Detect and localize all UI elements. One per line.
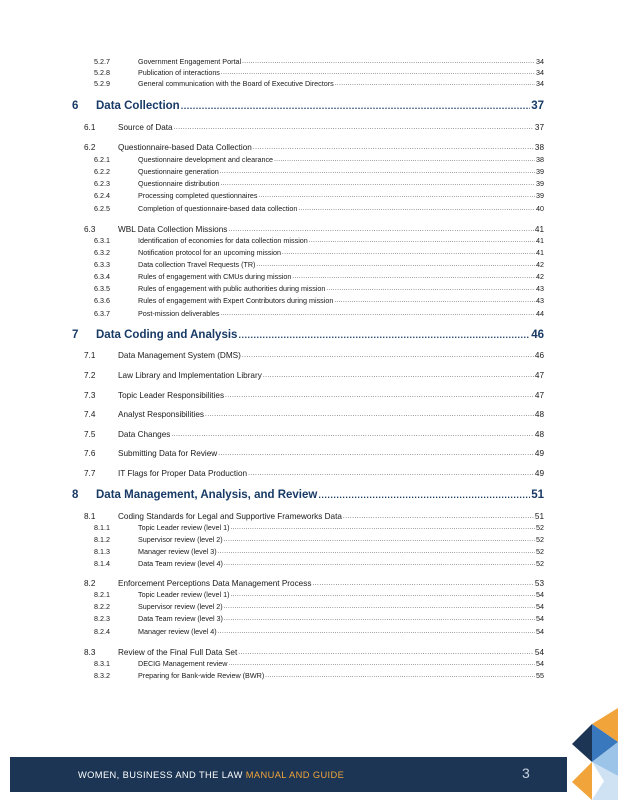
toc-entry-number: 6.2.1	[94, 155, 110, 164]
toc-dot-leader	[292, 272, 535, 282]
toc-entry-title: Questionnaire generation	[138, 167, 219, 176]
toc-entry-level-3[interactable]	[94, 296, 544, 306]
toc-entry-level-3[interactable]	[94, 248, 544, 258]
toc-entry-number: 7	[72, 329, 79, 341]
toc-entry-level-3[interactable]	[94, 523, 544, 533]
toc-dot-leader	[218, 448, 534, 460]
toc-dot-leader	[171, 429, 534, 441]
toc-entry-level-3[interactable]	[94, 179, 544, 189]
toc-entry-title: Enforcement Perceptions Data Management Process	[118, 579, 312, 588]
toc-entry-page: 51	[534, 512, 544, 521]
toc-entry-page: 47	[534, 371, 544, 380]
toc-dot-leader	[205, 409, 534, 421]
toc-dot-leader	[274, 155, 535, 165]
toc-entry-page: 49	[534, 449, 544, 458]
toc-entry-level-2[interactable]	[84, 647, 544, 659]
toc-entry-number: 8.2.3	[94, 614, 110, 623]
toc-entry-page: 37	[534, 123, 544, 132]
toc-entry-page: 34	[536, 79, 544, 88]
toc-entry-title: Law Library and Implementation Library	[118, 371, 262, 380]
toc-entry-page: 48	[534, 430, 544, 439]
toc-entry-page: 44	[536, 309, 544, 318]
toc-entry-number: 5.2.9	[94, 79, 110, 88]
toc-entry-level-2[interactable]	[84, 370, 544, 382]
toc-entry-level-2[interactable]	[84, 142, 544, 154]
toc-dot-leader	[224, 614, 535, 624]
toc-entry-number: 8.2.2	[94, 602, 110, 611]
toc-entry-page: 38	[534, 143, 544, 152]
toc-entry-level-2[interactable]	[84, 468, 544, 480]
toc-entry-level-3[interactable]	[94, 559, 544, 569]
toc-entry-page: 39	[536, 179, 544, 188]
toc-entry-title: Post-mission deliverables	[138, 309, 220, 318]
toc-entry-page: 39	[536, 191, 544, 200]
toc-dot-leader	[228, 659, 535, 669]
toc-entry-title: Supervisor review (level 2)	[138, 535, 223, 544]
toc-dot-leader	[220, 167, 535, 177]
toc-dot-leader	[238, 327, 530, 343]
toc-entry-number: 6.2.5	[94, 204, 110, 213]
toc-dot-leader	[174, 122, 534, 134]
corner-logo-graphic	[558, 706, 618, 800]
toc-dot-leader	[224, 535, 535, 545]
toc-entry-title: Analyst Responsibilities	[118, 410, 205, 419]
toc-entry-title: Identification of economies for data collection mission	[138, 236, 308, 245]
toc-entry-title: IT Flags for Proper Data Production	[118, 469, 248, 478]
toc-dot-leader	[181, 98, 530, 114]
toc-entry-page: 52	[536, 559, 544, 568]
toc-entry-number: 6.3	[84, 225, 96, 234]
toc-entry-level-3[interactable]	[94, 535, 544, 545]
toc-entry-level-3[interactable]	[94, 68, 544, 78]
toc-entry-title: Supervisor review (level 2)	[138, 602, 223, 611]
toc-entry-page: 54	[536, 602, 544, 611]
toc-dot-leader	[312, 578, 533, 590]
toc-entry-level-3[interactable]	[94, 191, 544, 201]
toc-entry-number: 6.2.3	[94, 179, 110, 188]
toc-entry-level-3[interactable]	[94, 284, 544, 294]
toc-entry-level-1[interactable]	[72, 327, 544, 343]
footer-title	[78, 770, 344, 780]
toc-entry-page: 52	[536, 523, 544, 532]
toc-entry-level-2[interactable]	[84, 429, 544, 441]
toc-entry-number: 8.2.1	[94, 590, 110, 599]
toc-entry-level-3[interactable]	[94, 614, 544, 624]
toc-entry-title: DECIG Management review	[138, 659, 228, 668]
toc-entry-title: Processing completed questionnaires	[138, 191, 258, 200]
toc-entry-level-3[interactable]	[94, 590, 544, 600]
toc-entry-title: Notification protocol for an upcoming mission	[138, 248, 282, 257]
toc-entry-level-2[interactable]	[84, 511, 544, 523]
footer-page-number: 3	[522, 765, 530, 781]
toc-entry-number: 6	[72, 100, 79, 112]
toc-entry-title: Data Team review (level 3)	[138, 614, 223, 623]
toc-entry-title: Submitting Data for Review	[118, 449, 218, 458]
toc-entry-title: Source of Data	[118, 123, 173, 132]
toc-dot-leader	[221, 179, 535, 189]
toc-entry-number: 8.1.3	[94, 547, 110, 556]
toc-entry-number: 6.2.2	[94, 167, 110, 176]
toc-entry-level-2[interactable]	[84, 350, 544, 362]
toc-entry-level-2[interactable]	[84, 122, 544, 134]
toc-entry-title: Government Engagement Portal	[138, 57, 242, 66]
toc-entry-number: 7.3	[84, 391, 96, 400]
toc-entry-title: Data Coding and Analysis	[96, 329, 238, 341]
toc-entry-title: Rules of engagement with Expert Contributors during mission	[138, 296, 334, 305]
toc-entry-title: Data Changes	[118, 430, 171, 439]
toc-dot-leader	[282, 248, 535, 258]
toc-entry-number: 6.3.1	[94, 236, 110, 245]
toc-dot-leader	[225, 390, 534, 402]
toc-dot-leader	[218, 627, 535, 637]
toc-entry-page: 46	[534, 351, 544, 360]
toc-entry-page: 37	[531, 100, 544, 112]
toc-entry-level-3[interactable]	[94, 627, 544, 637]
toc-dot-leader	[298, 204, 535, 214]
toc-entry-level-3[interactable]	[94, 659, 544, 669]
toc-entry-page: 43	[536, 284, 544, 293]
toc-entry-level-3[interactable]	[94, 309, 544, 319]
toc-dot-leader	[265, 671, 535, 681]
toc-entry-level-1[interactable]	[72, 487, 544, 503]
toc-entry-title: Manager review (level 3)	[138, 547, 217, 556]
toc-entry-number: 7.1	[84, 351, 96, 360]
toc-entry-level-3[interactable]	[94, 236, 544, 246]
toc-entry-page: 41	[536, 236, 544, 245]
toc-entry-number: 8	[72, 489, 79, 501]
toc-entry-page: 54	[536, 627, 544, 636]
toc-entry-level-3[interactable]	[94, 272, 544, 282]
toc-entry-number: 8.2	[84, 579, 96, 588]
toc-entry-number: 7.2	[84, 371, 96, 380]
toc-entry-number: 6.3.7	[94, 309, 110, 318]
toc-dot-leader	[326, 284, 535, 294]
toc-entry-number: 6.3.5	[94, 284, 110, 293]
toc-entry-page: 42	[536, 272, 544, 281]
toc-entry-number: 8.3.1	[94, 659, 110, 668]
toc-dot-leader	[218, 547, 535, 557]
toc-entry-title: Completion of questionnaire-based data collection	[138, 204, 298, 213]
toc-dot-leader	[224, 602, 535, 612]
toc-entry-title: Questionnaire development and clearance	[138, 155, 274, 164]
toc-entry-title: Coding Standards for Legal and Supportive Frameworks Data	[118, 512, 342, 521]
toc-entry-title: Data Management, Analysis, and Review	[96, 489, 318, 501]
toc-entry-number: 7.6	[84, 449, 96, 458]
toc-entry-title: Topic Leader review (level 1)	[138, 523, 230, 532]
toc-entry-page: 38	[536, 155, 544, 164]
toc-entry-number: 8.1.1	[94, 523, 110, 532]
toc-entry-page: 52	[536, 535, 544, 544]
toc-entry-page: 41	[534, 225, 544, 234]
toc-entry-level-3[interactable]	[94, 167, 544, 177]
toc-entry-page: 34	[536, 68, 544, 77]
toc-entry-page: 40	[536, 204, 544, 213]
toc-entry-level-2[interactable]	[84, 390, 544, 402]
toc-entry-page: 46	[531, 329, 544, 341]
toc-entry-page: 49	[534, 469, 544, 478]
toc-entry-page: 53	[534, 579, 544, 588]
toc-entry-number: 8.2.4	[94, 627, 110, 636]
logo-triangle-navy	[572, 724, 592, 762]
toc-entry-page: 55	[536, 671, 544, 680]
toc-entry-page: 48	[534, 410, 544, 419]
toc-entry-number: 6.3.6	[94, 296, 110, 305]
toc-entry-title: Data Management System (DMS)	[118, 351, 241, 360]
toc-entry-number: 8.1	[84, 512, 96, 521]
toc-entry-level-1[interactable]	[72, 98, 544, 114]
toc-entry-page: 51	[531, 489, 544, 501]
toc-entry-title: Publication of interactions	[138, 68, 220, 77]
toc-entry-title: Data Collection	[96, 100, 180, 112]
toc-entry-title: Manager review (level 4)	[138, 627, 217, 636]
toc-dot-leader	[258, 191, 535, 201]
toc-dot-leader	[230, 523, 535, 533]
toc-dot-leader	[230, 590, 535, 600]
toc-dot-leader	[343, 511, 534, 523]
toc-dot-leader	[221, 309, 536, 319]
toc-entry-number: 5.2.7	[94, 57, 110, 66]
toc-entry-title: Preparing for Bank-wide Review (BWR)	[138, 671, 265, 680]
toc-entry-level-3[interactable]	[94, 260, 544, 270]
footer-title-accent: MANUAL AND GUIDE	[245, 769, 345, 780]
page-footer	[10, 757, 567, 792]
toc-entry-title: Questionnaire distribution	[138, 179, 220, 188]
toc-dot-leader	[242, 57, 535, 67]
toc-entry-title: Topic Leader Responsibilities	[118, 391, 225, 400]
toc-entry-number: 6.2.4	[94, 191, 110, 200]
toc-entry-title: Data Team review (level 4)	[138, 559, 223, 568]
toc-dot-leader	[221, 68, 535, 78]
toc-entry-number: 5.2.8	[94, 68, 110, 77]
toc-entry-level-2[interactable]	[84, 578, 544, 590]
toc-entry-level-2[interactable]	[84, 409, 544, 421]
toc-entry-page: 52	[536, 547, 544, 556]
toc-entry-level-3[interactable]	[94, 57, 544, 67]
toc-dot-leader	[224, 559, 535, 569]
toc-dot-leader	[335, 79, 535, 89]
toc-entry-number: 6.2	[84, 143, 96, 152]
toc-entry-page: 42	[536, 260, 544, 269]
toc-entry-page: 47	[534, 391, 544, 400]
toc-entry-level-3[interactable]	[94, 155, 544, 165]
toc-entry-page: 54	[536, 659, 544, 668]
toc-dot-leader	[253, 142, 534, 154]
toc-dot-leader	[248, 468, 534, 480]
toc-dot-leader	[256, 260, 535, 270]
toc-dot-leader	[228, 224, 534, 236]
toc-entry-title: General communication with the Board of Executive Directors	[138, 79, 334, 88]
toc-entry-number: 6.3.3	[94, 260, 110, 269]
toc-entry-level-3[interactable]	[94, 671, 544, 681]
toc-entry-number: 6.1	[84, 123, 96, 132]
toc-entry-page: 54	[534, 648, 544, 657]
toc-entry-level-3[interactable]	[94, 79, 544, 89]
toc-entry-page: 34	[536, 57, 544, 66]
toc-dot-leader	[263, 370, 534, 382]
toc-entry-level-3[interactable]	[94, 547, 544, 557]
toc-dot-leader	[242, 350, 534, 362]
toc-entry-number: 7.7	[84, 469, 96, 478]
toc-entry-title: Data collection Travel Requests (TR)	[138, 260, 256, 269]
toc-entry-level-3[interactable]	[94, 204, 544, 214]
toc-dot-leader	[334, 296, 535, 306]
toc-entry-title: WBL Data Collection Missions	[118, 225, 228, 234]
toc-dot-leader	[318, 487, 530, 503]
toc-entry-number: 7.5	[84, 430, 96, 439]
toc-entry-number: 8.1.4	[94, 559, 110, 568]
toc-entry-number: 8.3	[84, 648, 96, 657]
toc-entry-number: 7.4	[84, 410, 96, 419]
toc-entry-number: 6.3.2	[94, 248, 110, 257]
logo-triangle-orange-bottom	[572, 762, 592, 800]
toc-entry-number: 8.1.2	[94, 535, 110, 544]
toc-entry-page: 54	[536, 590, 544, 599]
toc-entry-number: 6.3.4	[94, 272, 110, 281]
toc-entry-title: Rules of engagement with CMUs during mission	[138, 272, 292, 281]
toc-entry-title: Review of the Final Full Data Set	[118, 648, 238, 657]
toc-entry-page: 54	[536, 614, 544, 623]
toc-entry-page: 39	[536, 167, 544, 176]
toc-entry-title: Questionnaire-based Data Collection	[118, 143, 252, 152]
toc-entry-title: Rules of engagement with public authorities during mission	[138, 284, 326, 293]
toc-entry-page: 41	[536, 248, 544, 257]
toc-dot-leader	[238, 647, 534, 659]
toc-entry-title: Topic Leader review (level 1)	[138, 590, 230, 599]
toc-entry-level-3[interactable]	[94, 602, 544, 612]
footer-title-main: WOMEN, BUSINESS AND THE LAW	[78, 769, 246, 780]
toc-entry-number: 8.3.2	[94, 671, 110, 680]
toc-entry-level-2[interactable]	[84, 448, 544, 460]
toc-dot-leader	[309, 236, 535, 246]
toc-entry-page: 43	[536, 296, 544, 305]
toc-entry-level-2[interactable]	[84, 224, 544, 236]
